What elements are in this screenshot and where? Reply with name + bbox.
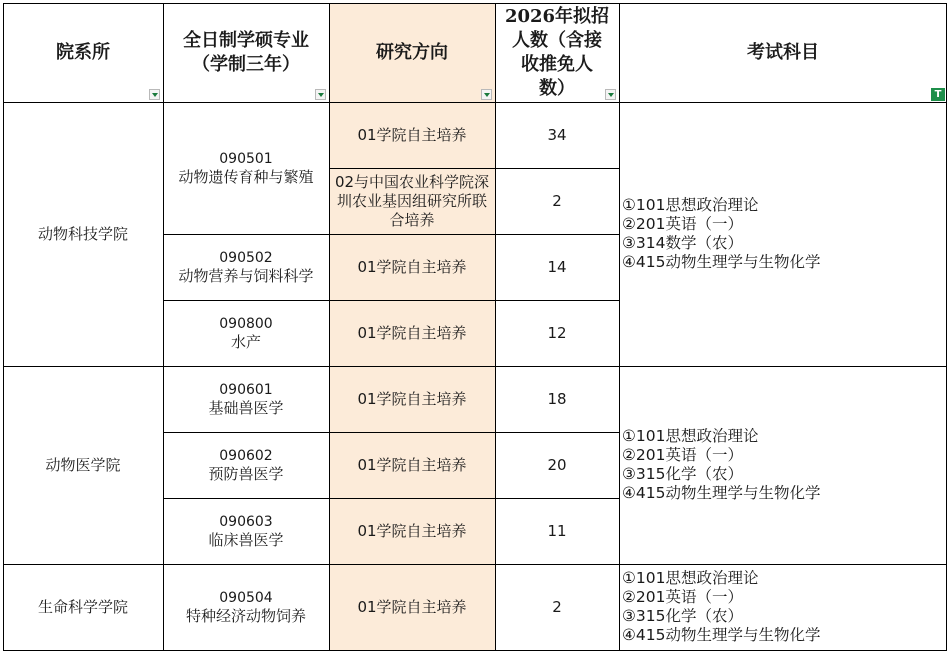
major-name: 水产 [230, 332, 261, 351]
quota-cell[interactable] [495, 564, 619, 650]
quota-cell[interactable] [495, 102, 619, 168]
major-cell[interactable] [163, 498, 329, 564]
grid-line [3, 564, 947, 565]
major-code: 090601 [219, 381, 273, 398]
exam-line: ②201英语（一） [622, 588, 743, 606]
grid-line [3, 3, 4, 651]
grid-line [3, 102, 947, 103]
exam-line: ④415动物生理学与生物化学 [622, 626, 821, 644]
major-name: 临床兽医学 [208, 530, 284, 549]
major-code: 090501 [219, 150, 273, 167]
exam-line: ③315化学（农） [622, 607, 743, 625]
quota-cell[interactable] [495, 300, 619, 366]
major-name: 预防兽医学 [208, 464, 284, 483]
quota-cell[interactable] [495, 234, 619, 300]
quota-value: 2 [552, 191, 562, 210]
exam-line: ②201英语（一） [622, 215, 743, 233]
dropdown-arrow-icon[interactable] [149, 89, 160, 100]
exam-cell[interactable] [619, 564, 947, 650]
grid-line [163, 498, 619, 499]
grid-line [329, 168, 619, 169]
direction-text: 02与中国农业科学院深圳农业基因组研究所联合培养 [334, 172, 490, 229]
header-exam[interactable] [619, 3, 947, 102]
grid-line [329, 3, 330, 651]
direction-text: 01学院自主培养 [357, 597, 467, 616]
header-exam-label: 考试科目 [747, 41, 819, 63]
direction-cell[interactable] [329, 498, 495, 564]
quota-cell[interactable] [495, 366, 619, 432]
quota-value: 14 [547, 257, 567, 276]
header-dept-label: 院系所 [56, 41, 110, 63]
major-name: 特种经济动物饲养 [185, 606, 306, 625]
quota-cell[interactable] [495, 498, 619, 564]
dept-name: 动物医学院 [45, 455, 121, 474]
quota-value: 12 [547, 323, 567, 342]
major-cell[interactable] [163, 366, 329, 432]
exam-line: ②201英语（一） [622, 446, 743, 464]
major-cell[interactable] [163, 564, 329, 650]
dept-cell[interactable] [3, 366, 163, 564]
major-cell[interactable] [163, 300, 329, 366]
direction-cell[interactable] [329, 366, 495, 432]
major-code: 090504 [219, 589, 273, 606]
major-code: 090502 [219, 249, 273, 266]
dropdown-arrow-icon[interactable] [481, 89, 492, 100]
grid-line [163, 432, 619, 433]
grid-line [619, 3, 620, 651]
direction-cell[interactable] [329, 234, 495, 300]
major-name: 基础兽医学 [208, 398, 284, 417]
header-direction-label: 研究方向 [376, 41, 448, 63]
header-dept[interactable] [3, 3, 163, 102]
grid-line [495, 3, 496, 651]
quota-value: 18 [547, 389, 567, 408]
grid-line [3, 366, 947, 367]
dept-cell[interactable] [3, 102, 163, 366]
header-direction[interactable] [329, 3, 495, 102]
major-name: 动物营养与饲料科学 [178, 266, 314, 285]
quota-cell[interactable] [495, 432, 619, 498]
major-cell[interactable] [163, 102, 329, 234]
exam-cell[interactable] [619, 102, 947, 366]
direction-text: 01学院自主培养 [357, 455, 467, 474]
direction-cell[interactable] [329, 300, 495, 366]
dept-name: 动物科技学院 [37, 224, 128, 243]
dept-cell[interactable] [3, 564, 163, 650]
major-cell[interactable] [163, 234, 329, 300]
exam-line: ①101思想政治理论 [622, 196, 759, 214]
grid-line [3, 650, 947, 651]
quota-value: 11 [547, 521, 567, 540]
exam-line: ①101思想政治理论 [622, 427, 759, 445]
grid-line [163, 3, 164, 651]
dept-name: 生命科学学院 [37, 597, 128, 616]
exam-cell[interactable] [619, 366, 947, 564]
direction-text: 01学院自主培养 [357, 125, 467, 144]
direction-text: 01学院自主培养 [357, 389, 467, 408]
exam-line: ①101思想政治理论 [622, 569, 759, 587]
header-major[interactable] [163, 3, 329, 102]
grid-line [163, 234, 619, 235]
header-major-label: 全日制学硕专业 （学制三年） [183, 29, 309, 75]
grid-line [163, 300, 619, 301]
exam-line: ④415动物生理学与生物化学 [622, 484, 821, 502]
direction-cell[interactable] [329, 432, 495, 498]
direction-cell[interactable] [329, 564, 495, 650]
quota-value: 2 [552, 597, 562, 616]
quota-cell[interactable] [495, 168, 619, 234]
major-code: 090603 [219, 513, 273, 530]
dropdown-arrow-icon[interactable] [605, 89, 616, 100]
filter-active-icon[interactable]: T [931, 88, 945, 101]
grid-line [3, 3, 947, 4]
major-code: 090602 [219, 447, 273, 464]
dropdown-arrow-icon[interactable] [315, 89, 326, 100]
header-quota[interactable] [495, 3, 619, 102]
direction-text: 01学院自主培养 [357, 323, 467, 342]
quota-value: 20 [547, 455, 567, 474]
exam-line: ③314数学（农） [622, 234, 743, 252]
quota-value: 34 [547, 125, 567, 144]
exam-line: ④415动物生理学与生物化学 [622, 253, 821, 271]
grid-line [946, 3, 947, 651]
major-code: 090800 [219, 315, 273, 332]
major-cell[interactable] [163, 432, 329, 498]
exam-line: ③315化学（农） [622, 465, 743, 483]
header-quota-label: 2026年拟招 人数（含接 收推免人 数） [504, 5, 610, 99]
direction-text: 01学院自主培养 [357, 257, 467, 276]
direction-cell[interactable] [329, 102, 495, 168]
major-name: 动物遗传育种与繁殖 [178, 167, 314, 186]
direction-text: 01学院自主培养 [357, 521, 467, 540]
direction-cell[interactable] [329, 168, 495, 234]
